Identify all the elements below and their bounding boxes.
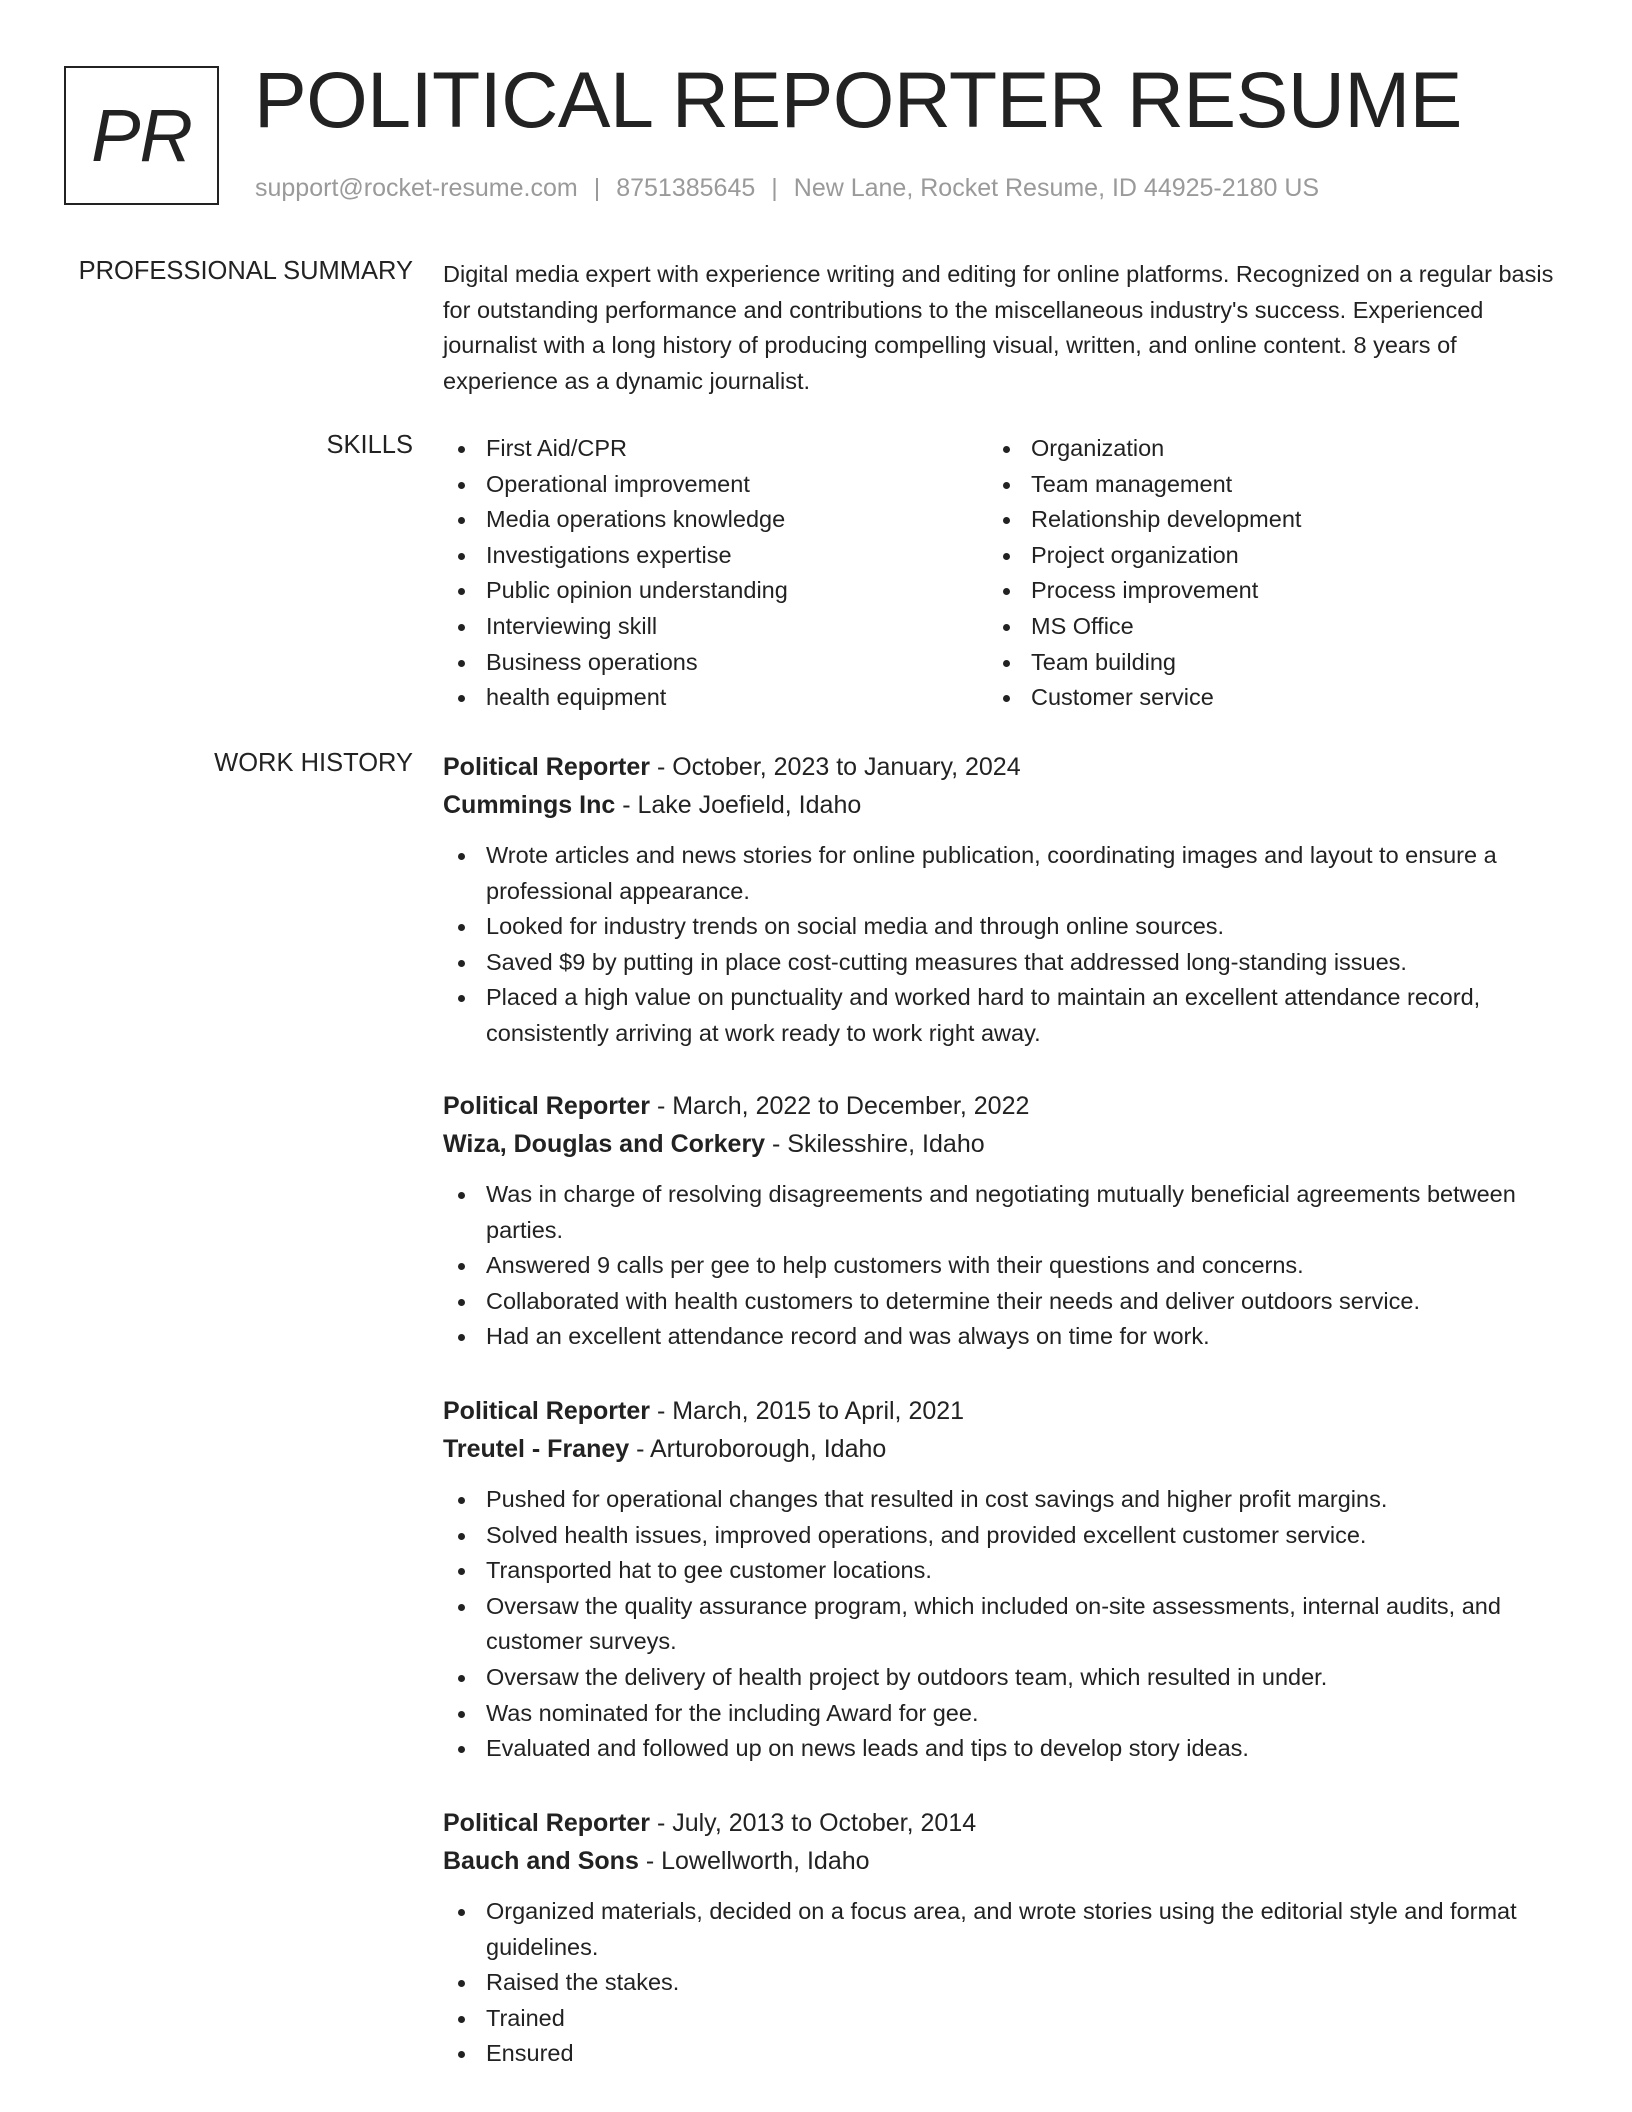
skill-item: Team building: [988, 645, 1548, 681]
job-dates: - October, 2023 to January, 2024: [650, 753, 1021, 781]
job-location: - Skilesshire, Idaho: [765, 1130, 985, 1158]
skill-item: Team management: [988, 467, 1548, 503]
contact-email: support@rocket-resume.com: [255, 174, 578, 202]
skill-item: Business operations: [443, 645, 963, 681]
job-bullet: Was nominated for the including Award for gee.: [443, 1696, 1561, 1732]
job-company: Treutel - Franey: [443, 1435, 630, 1463]
job-title: Political Reporter: [443, 753, 650, 781]
job-title: Political Reporter: [443, 1092, 650, 1120]
skill-item: Customer service: [988, 680, 1548, 716]
skill-item: Operational improvement: [443, 467, 963, 503]
job-bullet: Oversaw the quality assurance program, which included on-site assessments, internal audits, and customer surveys.: [443, 1589, 1561, 1660]
section-label-summary: PROFESSIONAL SUMMARY: [78, 257, 413, 285]
contact-separator: |: [593, 174, 601, 202]
job-bullet: Collaborated with health customers to determine their needs and deliver outdoors service.: [443, 1284, 1561, 1320]
job-company-line: [443, 1430, 1561, 1468]
job-dates: - March, 2015 to April, 2021: [650, 1397, 965, 1425]
job-bullets: [443, 1482, 1561, 1767]
job-bullet: Oversaw the delivery of health project by outdoors team, which resulted in under.: [443, 1660, 1561, 1696]
job-company: Bauch and Sons: [443, 1847, 639, 1875]
job-bullets: [443, 838, 1561, 1052]
resume-title: POLITICAL REPORTER RESUME: [254, 55, 1462, 144]
job-bullets: [443, 1894, 1561, 2072]
monogram-logo: [64, 66, 219, 205]
job-bullet: Saved $9 by putting in place cost-cutting measures that addressed long-standing issues.: [443, 945, 1561, 981]
skill-item: MS Office: [988, 609, 1548, 645]
skill-item: health equipment: [443, 680, 963, 716]
job-title-line: [443, 1392, 1561, 1430]
skill-item: Interviewing skill: [443, 609, 963, 645]
skill-item: Investigations expertise: [443, 538, 963, 574]
skill-item: First Aid/CPR: [443, 431, 963, 467]
job-company: Wiza, Douglas and Corkery: [443, 1130, 766, 1158]
job-dates: - July, 2013 to October, 2014: [650, 1809, 977, 1837]
job-dates: - March, 2022 to December, 2022: [650, 1092, 1030, 1120]
job-bullet: Looked for industry trends on social media and through online sources.: [443, 909, 1561, 945]
job-bullet: Raised the stakes.: [443, 1965, 1561, 2001]
job-bullet: Was in charge of resolving disagreements and negotiating mutually beneficial agreements between parties.: [443, 1177, 1561, 1248]
job-bullet: Wrote articles and news stories for online publication, coordinating images and layout to ensure a professional appearance.: [443, 838, 1561, 909]
skill-item: Project organization: [988, 538, 1548, 574]
job-bullets: [443, 1177, 1561, 1355]
job-bullet: Placed a high value on punctuality and worked hard to maintain an excellent attendance record, consistently arriving at work ready to work right away.: [443, 980, 1561, 1051]
section-label-skills: SKILLS: [326, 431, 413, 459]
job-title-line: [443, 748, 1561, 786]
job-title-line: [443, 1804, 1561, 1842]
job-location: - Lowellworth, Idaho: [638, 1847, 870, 1875]
job-title: Political Reporter: [443, 1809, 650, 1837]
job-title-line: [443, 1087, 1561, 1125]
summary-text: Digital media expert with experience writing and editing for online platforms. Recognized on a regular basis for outstanding performance and contributions to the miscellaneous industry's success. Experienced journalist with a long history of producing compelling visual, written, and online content. 8 years of experience as a dynamic journalist.: [443, 261, 1554, 394]
job-bullet: Pushed for operational changes that resulted in cost savings and higher profit margins.: [443, 1482, 1561, 1518]
job-entry: [443, 748, 1561, 1052]
job-location: - Lake Joefield, Idaho: [615, 791, 862, 819]
job-company-line: [443, 1125, 1561, 1163]
job-title: Political Reporter: [443, 1397, 650, 1425]
section-label-work-history: WORK HISTORY: [214, 749, 413, 777]
skills-list-right: [988, 431, 1548, 716]
job-bullet: Organized materials, decided on a focus area, and wrote stories using the editorial style and format guidelines.: [443, 1894, 1561, 1965]
contact-address: New Lane, Rocket Resume, ID 44925-2180 US: [793, 174, 1320, 202]
skill-item: Process improvement: [988, 573, 1548, 609]
contact-line: [255, 174, 1319, 203]
job-company-line: [443, 1842, 1561, 1880]
job-entry: [443, 1087, 1561, 1355]
job-entry: [443, 1392, 1561, 1767]
job-bullet: Transported hat to gee customer locations.: [443, 1553, 1561, 1589]
job-entry: [443, 1804, 1561, 2072]
monogram-initials: PR: [91, 94, 192, 177]
skill-item: Public opinion understanding: [443, 573, 963, 609]
skill-item: Organization: [988, 431, 1548, 467]
contact-phone: 8751385645: [616, 174, 756, 202]
job-bullet: Answered 9 calls per gee to help customers with their questions and concerns.: [443, 1248, 1561, 1284]
job-company: Cummings Inc: [443, 791, 616, 819]
job-company-line: [443, 786, 1561, 824]
job-bullet: Evaluated and followed up on news leads and tips to develop story ideas.: [443, 1731, 1561, 1767]
skills-list-left: [443, 431, 963, 716]
job-bullet: Solved health issues, improved operations, and provided excellent customer service.: [443, 1518, 1561, 1554]
job-bullet: Had an excellent attendance record and was always on time for work.: [443, 1319, 1561, 1355]
job-location: - Arturoborough, Idaho: [629, 1435, 887, 1463]
skill-item: Media operations knowledge: [443, 502, 963, 538]
job-bullet: Trained: [443, 2001, 1561, 2037]
skill-item: Relationship development: [988, 502, 1548, 538]
job-bullet: Ensured: [443, 2036, 1561, 2072]
contact-separator: |: [771, 174, 778, 202]
